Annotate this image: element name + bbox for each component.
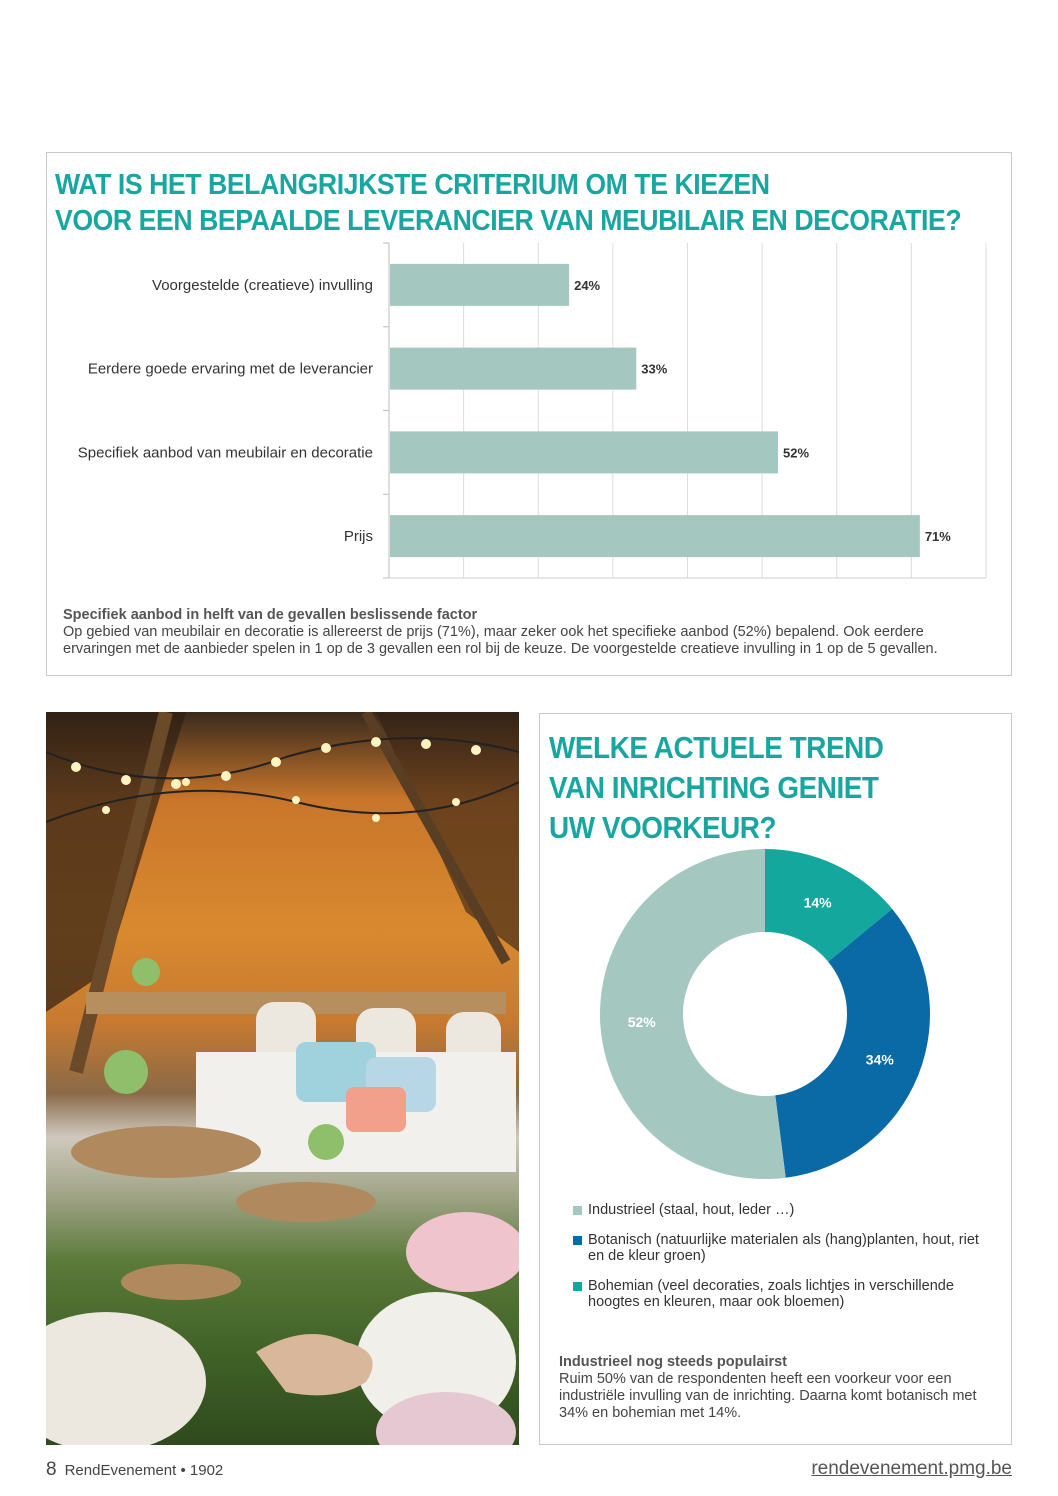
data-label: 24% <box>574 277 601 293</box>
criterium-chart-panel <box>46 152 1012 676</box>
legend-swatch-bohemian <box>573 1282 582 1291</box>
bar <box>390 515 920 557</box>
bar <box>390 348 636 390</box>
slice-label: 14% <box>803 894 832 911</box>
trend-title-line2: VAN INRICHTING GENIET <box>549 770 879 805</box>
criterium-note <box>63 607 993 658</box>
website-link[interactable]: rendevenement.pmg.be <box>811 1458 1012 1479</box>
legend-swatch-industrieel <box>573 1206 582 1215</box>
category-label: Voorgestelde (creatieve) invulling <box>152 276 373 294</box>
data-label: 52% <box>783 445 810 461</box>
legend-item-industrieel <box>573 1202 993 1218</box>
page-number: 8 <box>46 1459 57 1480</box>
trend-title-line3: UW VOORKEUR? <box>549 810 777 845</box>
criterium-title-line1: WAT IS HET BELANGRIJKSTE CRITERIUM OM TE KIEZEN <box>55 169 770 201</box>
category-label: Eerdere goede ervaring met de leverancier <box>87 360 373 378</box>
category-label: Specifiek aanbod van meubilair en decoratie <box>77 444 373 462</box>
criterium-note-heading: Specifiek aanbod in helft van de gevallen beslissende factor <box>63 607 478 623</box>
category-label: Prijs <box>343 528 373 546</box>
data-label: 33% <box>641 361 668 377</box>
trend-chart-panel <box>539 713 1012 1445</box>
bar <box>390 264 569 306</box>
trend-title-line1: WELKE ACTUELE TREND <box>549 730 884 765</box>
slice-label: 52% <box>627 1013 656 1030</box>
legend-item-botanisch <box>573 1232 993 1264</box>
trend-note <box>559 1354 999 1422</box>
criterium-note-text: Op gebied van meubilair en decoratie is allereerst de prijs (71%), maar zeker ook het specifieke aanbod (52%) bepalend. Ook eerdere ervaringen met de aanbieder spelen in 1 op de 3 gevallen een rol bij de keuze. De voorgestelde creatieve invulling in 1 op de 5 gevallen. <box>63 624 938 657</box>
trend-note-text: Ruim 50% van de respondenten heeft een voorkeur voor een industriële invulling van de inrichting. Daarna komt botanisch met 34% en bohemian met 14%. <box>559 1371 977 1421</box>
trend-note-heading: Industrieel nog steeds populairst <box>559 1354 788 1370</box>
trend-donut-chart <box>540 714 1011 1194</box>
legend-swatch-botanisch <box>573 1236 582 1245</box>
data-label: 71% <box>924 529 951 545</box>
event-tent-photo <box>46 712 519 1445</box>
bar <box>390 431 778 473</box>
slice-label: 34% <box>865 1051 894 1068</box>
legend-label-bohemian: Bohemian (veel decoraties, zoals lichtjes in verschillende hoogtes en kleuren, maar ook bloemen) <box>588 1278 954 1310</box>
publication-name: RendEvenement • 1902 <box>64 1462 224 1479</box>
event-tent-illustration <box>46 712 519 1445</box>
donut-slice <box>775 909 930 1178</box>
trend-legend <box>573 1202 993 1324</box>
criterium-title-line2: VOOR EEN BEPAALDE LEVERANCIER VAN MEUBILAIR EN DECORATIE? <box>55 205 962 237</box>
legend-item-bohemian <box>573 1278 993 1310</box>
criterium-bar-chart <box>47 153 1011 603</box>
legend-label-botanisch: Botanisch (natuurlijke materialen als (hang)planten, hout, riet en de kleur groen) <box>588 1232 979 1264</box>
legend-label-industrieel: Industrieel (staal, hout, leder …) <box>588 1202 795 1218</box>
footer-publication <box>46 1459 223 1481</box>
